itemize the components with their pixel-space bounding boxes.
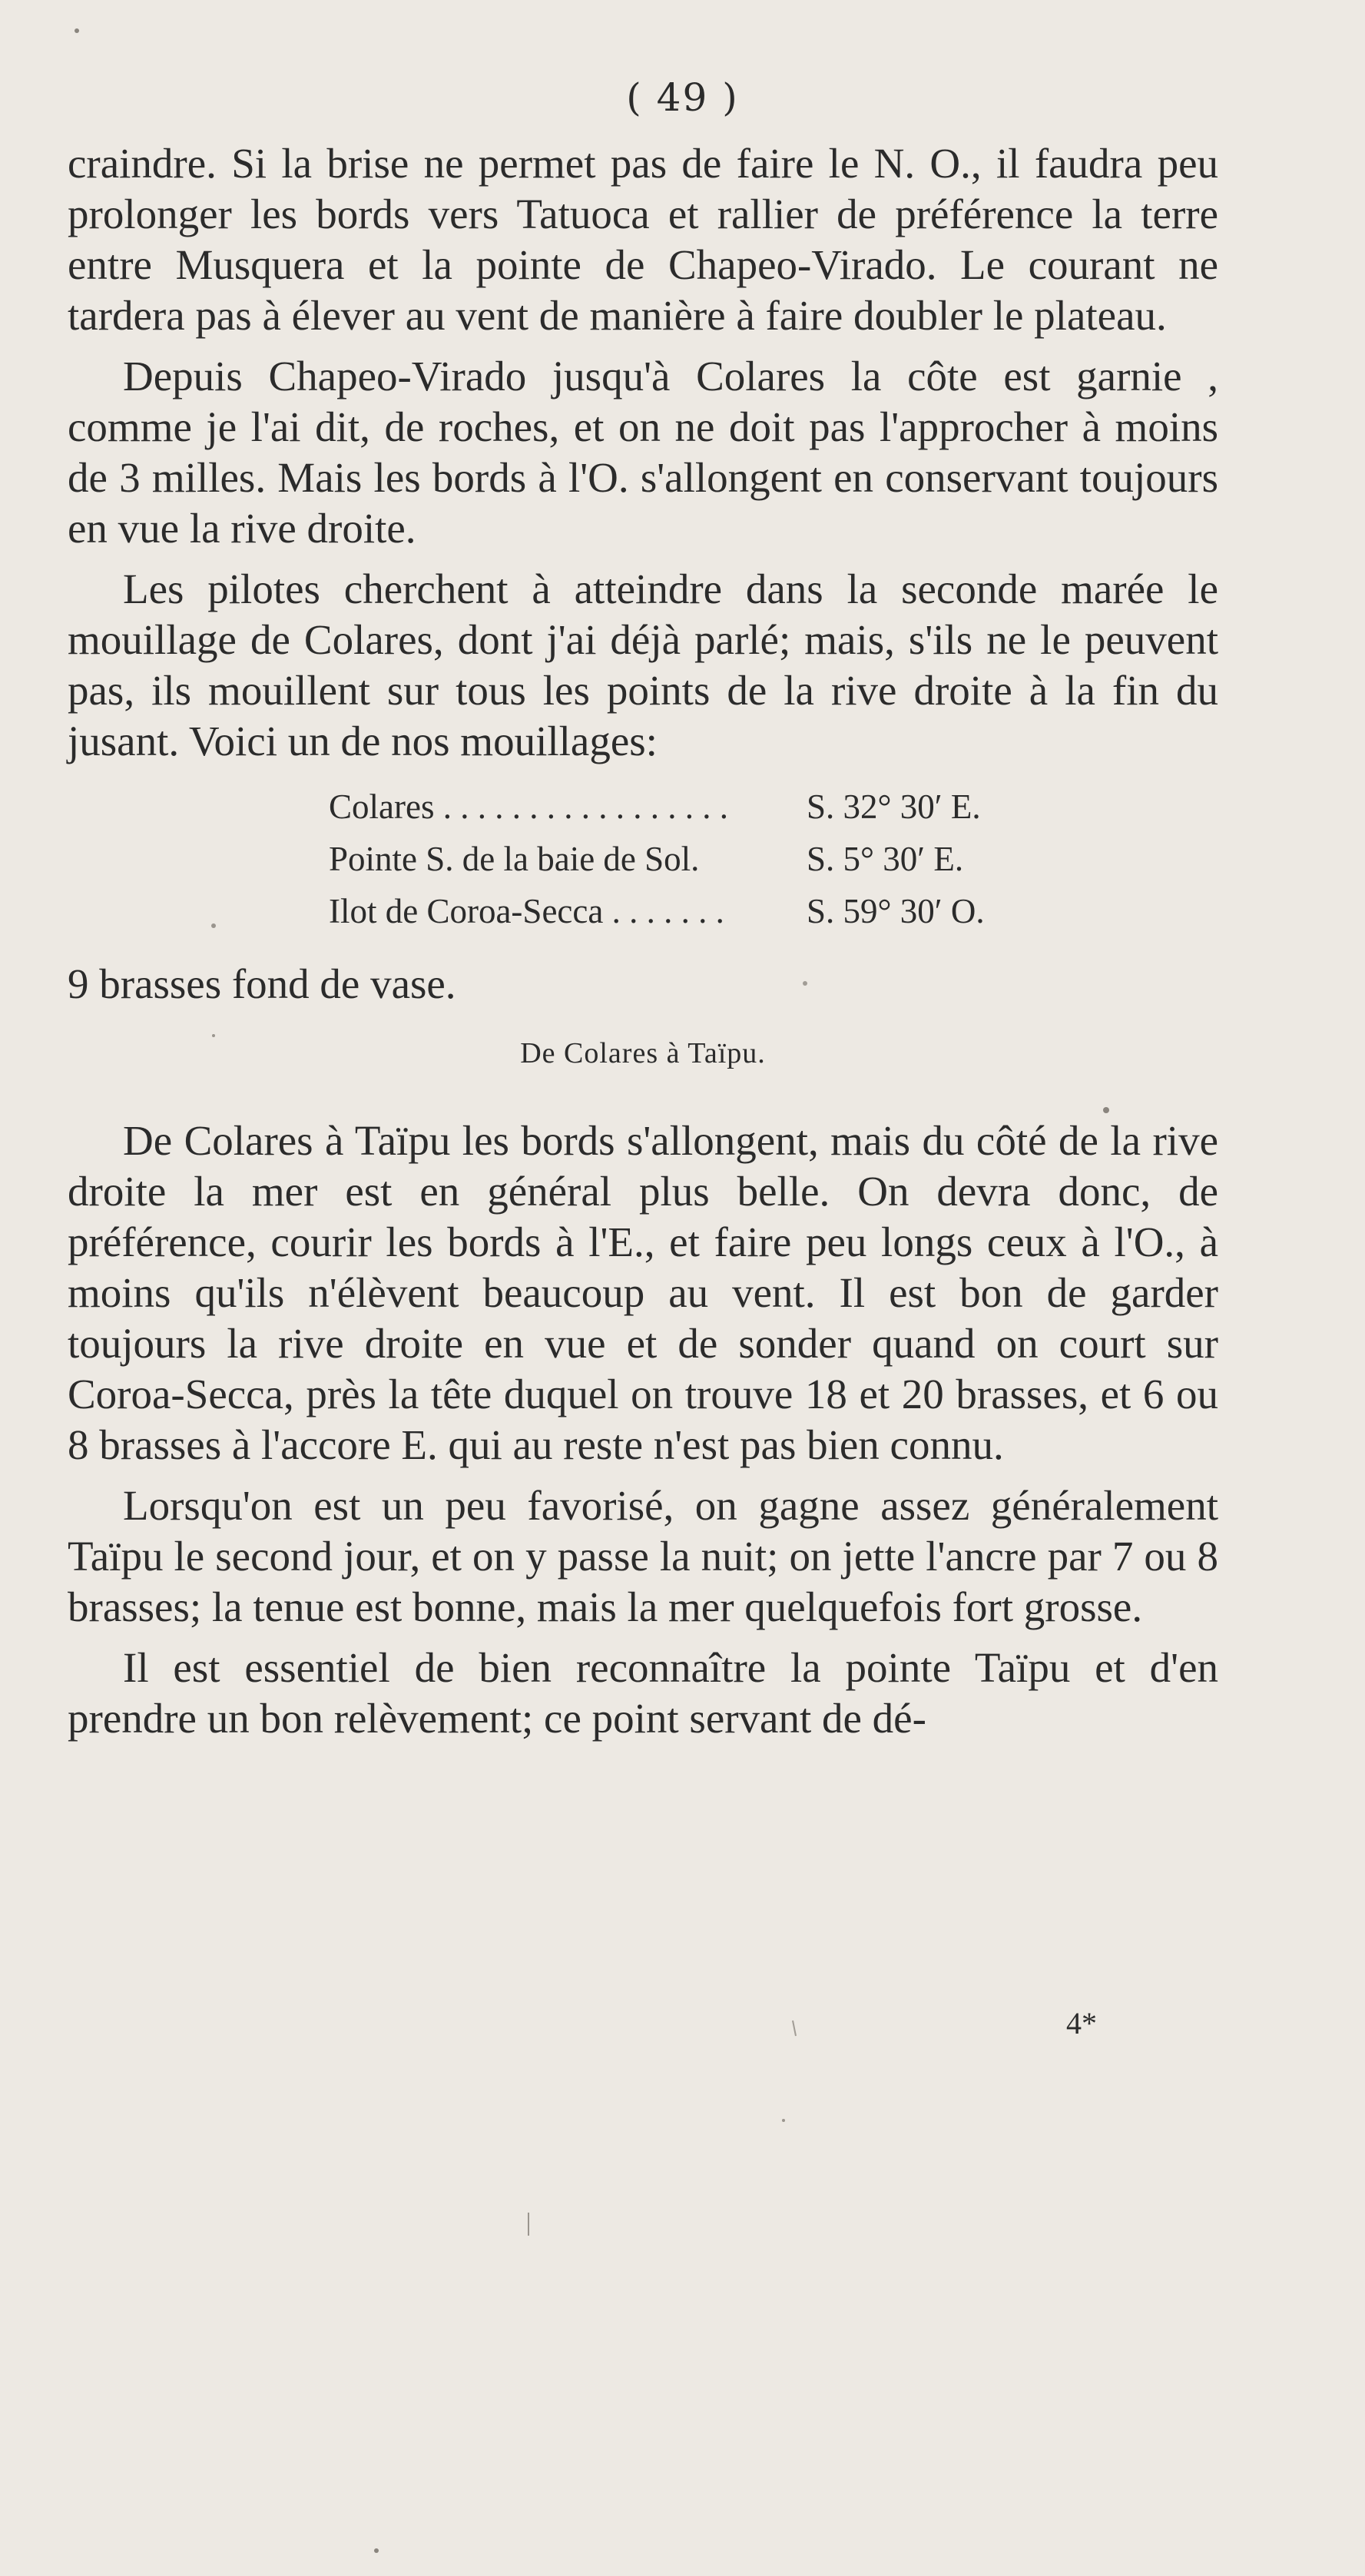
paragraph-1: craindre. Si la brise ne permet pas de faire le N. O., il faudra peu prolonger les bords vers Tatuoca et rallier de préférence la terre entre Musquera et la pointe de Chapeo-Virado. Le courant ne tardera pas à élever au vent de manière à faire doubler le plateau. [68,140,1218,339]
paragraph-3: Les pilotes cherchent à atteindre dans la seconde marée le mouillage de Colares, dont j'ai déjà parlé; mais, s'ils ne le peuvent pas, ils mouillent sur tous les points de la rive droite à la fin du jusant. Voici un de nos mouillages: [68,565,1218,764]
bearing-place: Ilot de Coroa-Secca . . . . . . . [329,892,724,930]
section-heading: De Colares à Taïpu. [520,1037,766,1069]
paper-speck [374,2548,379,2553]
section-paragraph-2: Lorsqu'on est un peu favorisé, on gagne assez généralement Taïpu le second jour, et on y passe la nuit; on jette l'ancre par 7 ou 8 brasses; la tenue est bonne, mais la mer quelquefois fort grosse. [68,1482,1218,1630]
signature-mark: 4* [1066,2006,1097,2041]
paper-speck [211,923,216,928]
bearing-value: S. 32° 30′ E. [807,787,981,826]
section-paragraph-3: Il est essentiel de bien reconnaître la pointe Taïpu et d'en prendre un bon relèvement; ce point servant de dé- [68,1644,1218,1742]
bearing-place: Pointe S. de la baie de Sol. [329,840,700,878]
bearing-value: S. 5° 30′ E. [807,840,964,878]
bearing-place: Colares . . . . . . . . . . . . . . . . . [329,787,728,826]
section-paragraph-1: De Colares à Taïpu les bords s'allongent, mais du côté de la rive droite la mer est en général plus belle. On devra donc, de préférence, courir les bords à l'E., et faire peu longs ceux à l'O., à moins qu'ils n'élèvent beaucoup au vent. Il est bon de garder toujours la rive droite en vue et de sonder quand on court sur Coroa-Secca, près la tête duquel on trouve 18 et 20 brasses, et 6 ou 8 brasses à l'accore E. qui au reste n'est pas bien connu. [68,1117,1218,1468]
paper-speck [212,1034,215,1037]
page-number: ( 49 ) [626,75,739,120]
depth-note: 9 brasses fond de vase. [68,960,456,1007]
paper-scratch [793,2021,796,2036]
paper-speck [782,2119,785,2122]
paper-speck [1103,1107,1109,1113]
bearing-value: S. 59° 30′ O. [807,892,985,930]
paper-speck [803,981,807,986]
paper-speck [75,28,79,33]
paragraph-2: Depuis Chapeo-Virado jusqu'à Colares la côte est garnie , comme je l'ai dit, de roches, et on ne doit pas l'approcher à moins de 3 milles. Mais les bords à l'O. s'allongent en conservant toujours en vue la rive droite. [68,353,1218,552]
